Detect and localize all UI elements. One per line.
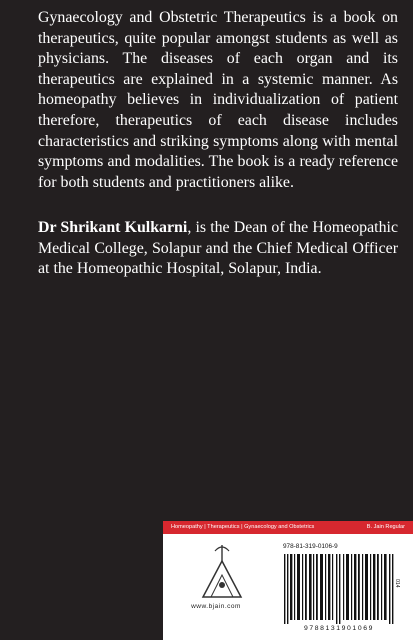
bjain-logo-icon: [197, 541, 247, 601]
isbn-text: 978-81-319-0106-9: [283, 543, 338, 550]
author-bio: [38, 218, 398, 280]
author-name: Dr Shrikant Kulkarni: [38, 219, 188, 236]
code-text: 014: [394, 579, 400, 588]
barcode-icon: [281, 554, 397, 624]
publisher-tag: B. Jain Regular: [366, 524, 405, 530]
publisher-panel: [163, 521, 413, 640]
category-text: Homeopathy | Therapeutics | Gynaecology and Obstetrics: [171, 524, 315, 530]
barcode-number: 9788131901069: [304, 625, 374, 632]
blurb-text: Gynaecology and Obstetric Therapeutics is a book on therapeutics, quite popular amongst students as well as physicians. The diseases of each organ and its therapeutics are explained in a systemic manner. As homeopathy believes in individualization of patient therefore, therapeutics of each disease includes characteristics and striking symptoms along with mental symptoms and modalities. The book is a ready reference for both students and practitioners alike.: [38, 9, 398, 191]
website-text: www.bjain.com: [191, 603, 241, 610]
author-bio-text: , is the Dean of the Homeopathic Medical College, Solapur and the Chief Medical Officer at the Homeopathic Hospital, Solapur, India.: [38, 219, 398, 278]
category-bar: [163, 521, 413, 534]
